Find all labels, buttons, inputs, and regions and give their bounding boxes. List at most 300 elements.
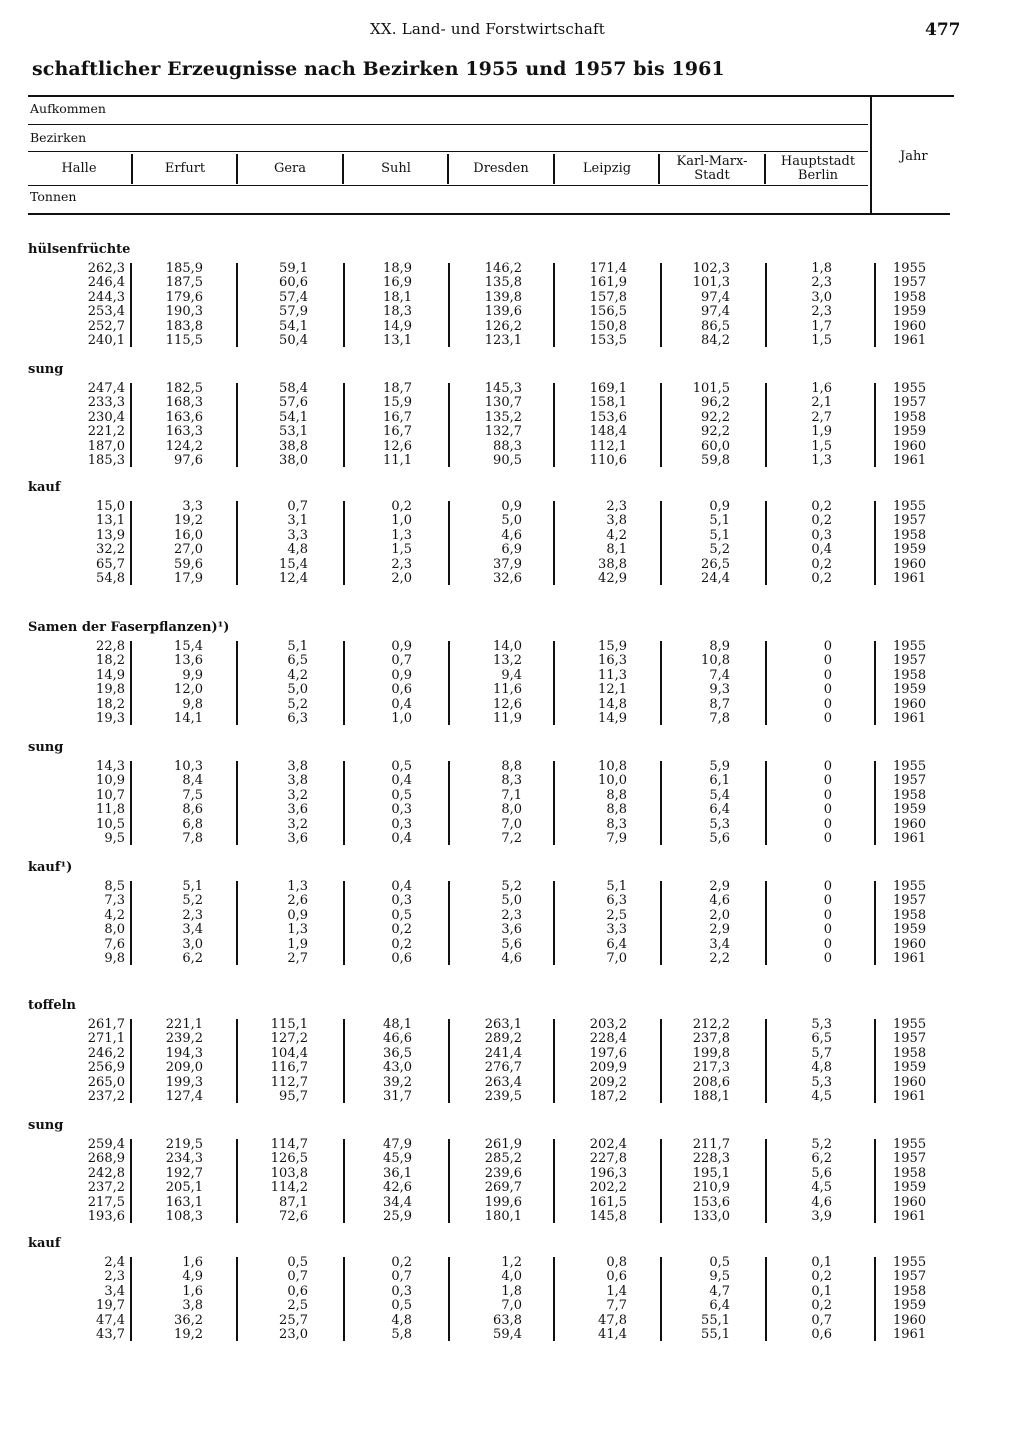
table-cell: 6,4	[709, 1298, 730, 1314]
table-cell: 5,6	[709, 831, 730, 846]
column-header-1: Erfurt	[164, 161, 206, 176]
table-cell: 0	[823, 816, 832, 832]
table-cell: 59,1	[279, 261, 308, 276]
table-cell: 7,8	[182, 831, 203, 846]
table-cell: 53,1	[279, 424, 308, 440]
column-rule	[553, 263, 555, 347]
year-cell: 1959	[893, 1060, 927, 1076]
section-label: kauf	[28, 480, 61, 495]
table-cell: 43,7	[96, 1327, 125, 1342]
table-cell: 84,2	[701, 333, 730, 348]
table-cell: 5,0	[501, 893, 522, 909]
table-cell: 2,5	[287, 1298, 308, 1314]
column-rule	[765, 501, 767, 585]
table-cell: 2,1	[811, 395, 832, 411]
table-cell: 1,0	[391, 513, 412, 529]
column-header-6: Karl-Marx- Stadt	[676, 154, 748, 183]
table-cell: 4,6	[709, 893, 730, 909]
table-cell: 5,9	[709, 759, 730, 774]
table-cell: 108,3	[165, 1209, 203, 1224]
column-header-divider	[131, 154, 133, 184]
column-rule	[130, 1019, 132, 1103]
table-cell: 9,9	[182, 667, 203, 683]
year-cell: 1960	[893, 1194, 927, 1210]
table-cell: 163,1	[165, 1194, 203, 1210]
year-cell: 1960	[893, 318, 927, 334]
table-cell: 34,4	[383, 1194, 412, 1210]
table-cell: 0,2	[391, 936, 412, 952]
table-cell: 37,9	[493, 556, 522, 572]
table-cell: 0	[823, 907, 832, 923]
table-cell: 2,0	[709, 907, 730, 923]
page-number: 477	[925, 20, 961, 40]
table-cell: 4,8	[287, 542, 308, 558]
table-cell: 1,5	[391, 542, 412, 558]
table-cell: 3,1	[287, 513, 308, 529]
table-cell: 289,2	[484, 1031, 522, 1047]
table-cell: 0,9	[501, 499, 522, 514]
table-cell: 5,8	[391, 1327, 412, 1342]
column-header-0: Halle	[61, 161, 97, 176]
table-cell: 65,7	[96, 556, 125, 572]
table-cell: 7,8	[709, 711, 730, 726]
table-cell: 3,6	[287, 831, 308, 846]
table-cell: 3,4	[182, 922, 203, 938]
table-cell: 0,3	[391, 1283, 412, 1299]
column-rule	[448, 881, 450, 965]
table-cell: 183,8	[165, 318, 203, 334]
column-header-5: Leipzig	[582, 161, 632, 176]
table-cell: 0,6	[606, 1269, 627, 1285]
section-label: kauf	[28, 1236, 61, 1251]
table-cell: 126,2	[484, 318, 522, 334]
column-rule	[553, 1019, 555, 1103]
table-cell: 4,7	[709, 1283, 730, 1299]
table-cell: 95,7	[279, 1089, 308, 1104]
table-cell: 5,6	[811, 1165, 832, 1181]
table-cell: 15,4	[174, 639, 203, 654]
table-cell: 14,1	[174, 711, 203, 726]
column-rule	[660, 641, 662, 725]
table-cell: 197,6	[589, 1045, 627, 1061]
table-cell: 10,8	[701, 653, 730, 669]
year-cell: 1961	[893, 831, 927, 846]
table-cell: 199,3	[165, 1074, 203, 1090]
table-cell: 6,9	[501, 542, 522, 558]
table-cell: 36,2	[174, 1312, 203, 1328]
table-cell: 0,1	[811, 1255, 832, 1270]
table-cell: 1,6	[182, 1255, 203, 1270]
table-cell: 101,5	[692, 381, 730, 396]
table-cell: 18,3	[383, 304, 412, 320]
column-rule	[765, 1019, 767, 1103]
year-cell: 1957	[893, 275, 927, 291]
table-cell: 23,0	[279, 1327, 308, 1342]
table-cell: 247,4	[87, 381, 125, 396]
table-cell: 244,3	[87, 289, 125, 305]
table-cell: 0,2	[811, 1269, 832, 1285]
table-cell: 87,1	[279, 1194, 308, 1210]
table-cell: 6,2	[811, 1151, 832, 1167]
table-cell: 72,6	[279, 1209, 308, 1224]
table-cell: 157,8	[589, 289, 627, 305]
table-cell: 246,4	[87, 275, 125, 291]
table-cell: 11,6	[493, 682, 522, 698]
column-rule	[130, 501, 132, 585]
column-rule	[236, 641, 238, 725]
column-rule	[660, 383, 662, 467]
table-cell: 36,1	[383, 1165, 412, 1181]
column-rule	[343, 1139, 345, 1223]
table-cell: 3,6	[287, 802, 308, 818]
column-rule	[874, 1257, 876, 1341]
table-cell: 0,2	[811, 1298, 832, 1314]
table-cell: 11,8	[96, 802, 125, 818]
table-cell: 2,3	[182, 907, 203, 923]
table-cell: 3,9	[811, 1209, 832, 1224]
table-cell: 13,2	[493, 653, 522, 669]
table-cell: 103,8	[270, 1165, 308, 1181]
year-cell: 1958	[893, 289, 927, 305]
table-cell: 124,2	[165, 438, 203, 454]
year-cell: 1960	[893, 696, 927, 712]
year-cell: 1960	[893, 816, 927, 832]
table-cell: 2,4	[104, 1255, 125, 1270]
column-rule	[874, 641, 876, 725]
table-cell: 32,6	[493, 571, 522, 586]
table-cell: 199,6	[484, 1194, 522, 1210]
table-cell: 5,1	[709, 513, 730, 529]
table-cell: 3,3	[182, 499, 203, 514]
year-cell: 1960	[893, 1312, 927, 1328]
year-cell: 1959	[893, 304, 927, 320]
column-rule	[660, 761, 662, 845]
year-cell: 1961	[893, 333, 927, 348]
column-header-4: Dresden	[473, 161, 529, 176]
table-cell: 135,2	[484, 409, 522, 425]
table-cell: 3,6	[501, 922, 522, 938]
table-cell: 88,3	[493, 438, 522, 454]
table-cell: 145,3	[484, 381, 522, 396]
table-cell: 219,5	[165, 1137, 203, 1152]
year-cell: 1957	[893, 653, 927, 669]
table-cell: 3,0	[182, 936, 203, 952]
table-cell: 104,4	[270, 1045, 308, 1061]
table-cell: 202,2	[589, 1180, 627, 1196]
table-cell: 262,3	[87, 261, 125, 276]
table-cell: 0,9	[391, 639, 412, 654]
year-cell: 1961	[893, 1089, 927, 1104]
column-rule	[660, 1257, 662, 1341]
table-cell: 54,8	[96, 571, 125, 586]
table-cell: 1,9	[811, 424, 832, 440]
table-cell: 47,4	[96, 1312, 125, 1328]
column-rule	[236, 1019, 238, 1103]
year-cell: 1955	[893, 1017, 927, 1032]
year-cell: 1961	[893, 1209, 927, 1224]
table-cell: 0,2	[811, 571, 832, 586]
table-cell: 0,4	[391, 696, 412, 712]
column-rule	[874, 761, 876, 845]
table-cell: 190,3	[165, 304, 203, 320]
table-cell: 19,2	[174, 1327, 203, 1342]
table-cell: 5,1	[182, 879, 203, 894]
table-cell: 9,4	[501, 667, 522, 683]
table-cell: 1,7	[811, 318, 832, 334]
table-cell: 3,8	[287, 773, 308, 789]
table-cell: 14,3	[96, 759, 125, 774]
table-cell: 86,5	[701, 318, 730, 334]
table-cell: 5,2	[287, 696, 308, 712]
table-cell: 9,3	[709, 682, 730, 698]
table-cell: 2,5	[606, 907, 627, 923]
table-cell: 8,8	[501, 759, 522, 774]
table-cell: 179,6	[165, 289, 203, 305]
column-rule	[765, 761, 767, 845]
table-cell: 0,5	[709, 1255, 730, 1270]
table-cell: 0	[823, 682, 832, 698]
table-cell: 0,6	[391, 682, 412, 698]
table-cell: 5,2	[811, 1137, 832, 1152]
table-cell: 7,0	[501, 816, 522, 832]
year-cell: 1958	[893, 1165, 927, 1181]
table-cell: 10,3	[174, 759, 203, 774]
table-cell: 0,5	[391, 787, 412, 803]
table-cell: 11,9	[493, 711, 522, 726]
table-cell: 57,9	[279, 304, 308, 320]
table-cell: 8,1	[606, 542, 627, 558]
column-header-divider	[658, 154, 660, 184]
table-cell: 3,8	[182, 1298, 203, 1314]
table-cell: 0,3	[811, 527, 832, 543]
column-rule	[236, 881, 238, 965]
table-cell: 42,6	[383, 1180, 412, 1196]
table-cell: 47,8	[598, 1312, 627, 1328]
column-rule	[553, 1139, 555, 1223]
column-header-divider	[236, 154, 238, 184]
table-cell: 0,1	[811, 1283, 832, 1299]
column-rule	[448, 1257, 450, 1341]
year-cell: 1955	[893, 879, 927, 894]
column-rule	[130, 383, 132, 467]
table-cell: 139,8	[484, 289, 522, 305]
column-rule	[130, 881, 132, 965]
table-cell: 47,9	[383, 1137, 412, 1152]
table-cell: 4,6	[811, 1194, 832, 1210]
table-cell: 0,7	[391, 1269, 412, 1285]
column-rule	[236, 1139, 238, 1223]
table-cell: 11,1	[383, 453, 412, 468]
table-cell: 169,1	[589, 381, 627, 396]
table-cell: 210,9	[692, 1180, 730, 1196]
table-cell: 2,3	[104, 1269, 125, 1285]
table-cell: 3,3	[606, 922, 627, 938]
column-rule	[765, 881, 767, 965]
table-cell: 237,8	[692, 1031, 730, 1047]
table-cell: 3,3	[287, 527, 308, 543]
table-cell: 5,3	[811, 1074, 832, 1090]
table-cell: 2,6	[287, 893, 308, 909]
table-cell: 7,6	[104, 936, 125, 952]
table-cell: 8,5	[104, 879, 125, 894]
table-cell: 127,4	[165, 1089, 203, 1104]
table-cell: 130,7	[484, 395, 522, 411]
column-rule	[448, 1019, 450, 1103]
table-cell: 6,5	[811, 1031, 832, 1047]
table-cell: 209,2	[589, 1074, 627, 1090]
table-cell: 0,8	[606, 1255, 627, 1270]
table-cell: 1,3	[811, 453, 832, 468]
year-cell: 1959	[893, 922, 927, 938]
year-cell: 1955	[893, 639, 927, 654]
year-cell: 1957	[893, 513, 927, 529]
table-cell: 3,8	[606, 513, 627, 529]
table-cell: 168,3	[165, 395, 203, 411]
year-cell: 1955	[893, 1255, 927, 1270]
table-cell: 187,5	[165, 275, 203, 291]
table-cell: 25,7	[279, 1312, 308, 1328]
table-cell: 4,2	[287, 667, 308, 683]
table-cell: 150,8	[589, 318, 627, 334]
table-cell: 8,8	[606, 787, 627, 803]
table-cell: 239,5	[484, 1089, 522, 1104]
table-cell: 18,1	[383, 289, 412, 305]
table-cell: 212,2	[692, 1017, 730, 1032]
column-rule	[874, 881, 876, 965]
table-cell: 12,4	[279, 571, 308, 586]
section-label: sung	[28, 740, 64, 755]
table-cell: 0,5	[287, 1255, 308, 1270]
table-cell: 5,1	[606, 879, 627, 894]
year-cell: 1955	[893, 759, 927, 774]
table-cell: 217,3	[692, 1060, 730, 1076]
column-rule	[765, 383, 767, 467]
table-cell: 0	[823, 951, 832, 966]
year-cell: 1958	[893, 787, 927, 803]
table-cell: 1,9	[287, 936, 308, 952]
table-cell: 233,3	[87, 395, 125, 411]
table-cell: 17,9	[174, 571, 203, 586]
table-cell: 0,2	[811, 556, 832, 572]
table-cell: 3,8	[287, 759, 308, 774]
table-cell: 228,3	[692, 1151, 730, 1167]
table-cell: 6,4	[606, 936, 627, 952]
table-cell: 3,2	[287, 787, 308, 803]
table-cell: 5,3	[709, 816, 730, 832]
column-rule	[130, 1139, 132, 1223]
column-rule	[236, 501, 238, 585]
column-rule	[553, 383, 555, 467]
table-cell: 5,1	[287, 639, 308, 654]
table-cell: 161,9	[589, 275, 627, 291]
table-cell: 114,2	[270, 1180, 308, 1196]
table-cell: 158,1	[589, 395, 627, 411]
table-cell: 217,5	[87, 1194, 125, 1210]
table-cell: 36,5	[383, 1045, 412, 1061]
column-rule	[553, 1257, 555, 1341]
table-cell: 230,4	[87, 409, 125, 425]
table-cell: 27,0	[174, 542, 203, 558]
table-cell: 13,1	[96, 513, 125, 529]
table-cell: 153,6	[589, 409, 627, 425]
table-cell: 59,4	[493, 1327, 522, 1342]
table-cell: 25,9	[383, 1209, 412, 1224]
year-cell: 1958	[893, 1283, 927, 1299]
table-cell: 271,1	[87, 1031, 125, 1047]
year-cell: 1955	[893, 499, 927, 514]
table-cell: 10,0	[598, 773, 627, 789]
table-cell: 237,2	[87, 1089, 125, 1104]
column-header-divider	[342, 154, 344, 184]
running-head: XX. Land- und Forstwirtschaft	[370, 20, 606, 38]
table-cell: 2,3	[811, 304, 832, 320]
year-cell: 1959	[893, 802, 927, 818]
table-cell: 7,0	[606, 951, 627, 966]
table-cell: 161,5	[589, 1194, 627, 1210]
column-rule	[448, 761, 450, 845]
column-rule	[448, 383, 450, 467]
table-cell: 10,8	[598, 759, 627, 774]
year-cell: 1955	[893, 381, 927, 396]
table-cell: 55,1	[701, 1312, 730, 1328]
table-cell: 19,3	[96, 711, 125, 726]
year-cell: 1958	[893, 527, 927, 543]
table-cell: 234,3	[165, 1151, 203, 1167]
table-title: schaftlicher Erzeugnisse nach Bezirken 1955 und 1957 bis 1961	[32, 58, 725, 80]
table-cell: 263,4	[484, 1074, 522, 1090]
table-cell: 31,7	[383, 1089, 412, 1104]
table-cell: 0	[823, 759, 832, 774]
column-rule	[874, 1019, 876, 1103]
table-cell: 265,0	[87, 1074, 125, 1090]
table-cell: 0	[823, 639, 832, 654]
table-cell: 163,3	[165, 424, 203, 440]
column-rule	[660, 1019, 662, 1103]
table-cell: 0,5	[391, 907, 412, 923]
table-cell: 12,1	[598, 682, 627, 698]
table-cell: 240,1	[87, 333, 125, 348]
table-cell: 1,8	[811, 261, 832, 276]
column-rule	[765, 263, 767, 347]
year-cell: 1957	[893, 1151, 927, 1167]
year-cell: 1957	[893, 1031, 927, 1047]
table-cell: 263,1	[484, 1017, 522, 1032]
table-cell: 221,1	[165, 1017, 203, 1032]
year-cell: 1959	[893, 1298, 927, 1314]
header-rule-aufkommen	[28, 124, 868, 125]
table-cell: 10,9	[96, 773, 125, 789]
table-cell: 60,0	[701, 438, 730, 454]
table-cell: 15,4	[279, 556, 308, 572]
column-header-divider	[764, 154, 766, 184]
header-aufkommen: Aufkommen	[30, 101, 106, 116]
table-cell: 1,5	[811, 333, 832, 348]
table-cell: 221,2	[87, 424, 125, 440]
table-cell: 4,6	[501, 527, 522, 543]
table-cell: 90,5	[493, 453, 522, 468]
table-cell: 19,8	[96, 682, 125, 698]
table-cell: 5,7	[811, 1045, 832, 1061]
header-tonnen: Tonnen	[30, 189, 77, 204]
table-cell: 0	[823, 787, 832, 803]
table-cell: 2,9	[709, 922, 730, 938]
table-cell: 15,0	[96, 499, 125, 514]
table-cell: 195,1	[692, 1165, 730, 1181]
table-cell: 42,9	[598, 571, 627, 586]
year-cell: 1955	[893, 1137, 927, 1152]
column-rule	[765, 1139, 767, 1223]
table-cell: 0,2	[391, 499, 412, 514]
